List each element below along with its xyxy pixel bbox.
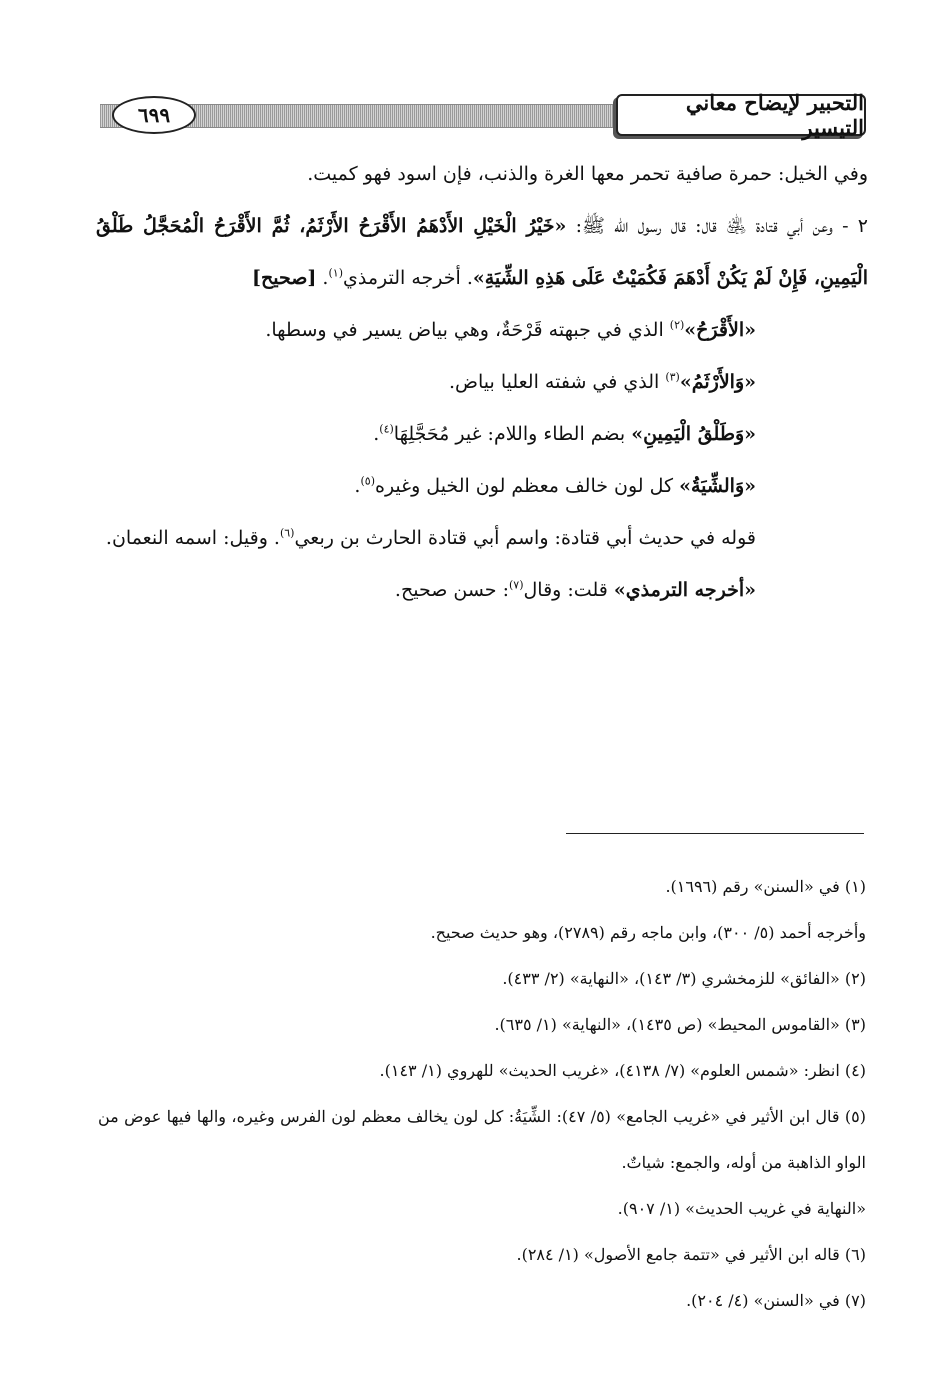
footnote-ref[interactable]: (٦) <box>279 526 295 540</box>
hadith-after: . أخرجه الترمذي <box>343 267 473 289</box>
gloss-term: «أخرجه الترمذي» <box>613 579 756 601</box>
footnote: (٢) «الفائق» للزمخشري (٣/ ١٤٣)، «النهاية» (٢/ ٤٣٣). <box>502 969 866 988</box>
footnote: (١) في «السنن» رقم (١٦٩٦). <box>665 877 866 896</box>
intro-line: وفي الخيل: حمرة صافية تحمر معها الغرة والذنب، فإن اسود فهو كميت. <box>307 163 868 185</box>
running-header <box>100 90 866 140</box>
gloss-term: «وَطَلْقُ الْيَمِينِ» <box>631 423 756 445</box>
book-title: التحبير لإيضاح معاني التيسير <box>616 94 866 136</box>
gloss-line: «أخرجه الترمذي» قلت: وقال$^{(٧)}$: حسن صحيح. <box>394 578 756 601</box>
footnote: وأخرجه أحمد (٥/ ٣٠٠)، وابن ماجه رقم (٢٧٨٩)، وهو حديث صحيح. <box>430 923 866 942</box>
footnote: (٥) قال ابن الأثير في «غريب الجامع» (٥/ ٤٧): الشِّيَةُ: كل لون يخالف معظم لون الفرس وغيره، والها فيها عوض من الواو الذاهبة من أوله، والجمع: شياتٌ. <box>98 1107 866 1172</box>
footnote-ref[interactable]: (٥) <box>360 474 375 488</box>
footnote: (٦) قاله ابن الأثير في «تتمة جامع الأصول» (١/ ٢٨٤). <box>516 1245 866 1264</box>
gloss-term: «وَالشِّيَةُ» <box>679 475 756 497</box>
footnote: (٣) «القاموس المحيط» (ص ١٤٣٥)، «النهاية» (١/ ٦٣٥). <box>494 1015 866 1034</box>
page-number: ٦٩٩ <box>112 96 196 134</box>
gloss-line: «الأَقْرَحُ»$^{(٢)}$ الذي في جبهته قَرْحَةٌ، وهي بياض يسير في وسطها. <box>265 318 756 341</box>
footnote: (٤) انظر: «شمس العلوم» (٧/ ٤١٣٨)، «غريب الحديث» للهروي (١/ ١٤٣). <box>379 1061 866 1080</box>
gloss-term: «الأَقْرَحُ» <box>684 319 756 341</box>
footnote-ref[interactable]: (٧) <box>508 578 524 592</box>
gloss-term: «وَالأَرْثَمُ» <box>679 371 756 393</box>
gloss-line: «وَالأَرْثَمُ»$^{(٣)}$ الذي في شفته العليا بياض. <box>448 370 756 393</box>
gloss-line: «وَطَلْقُ الْيَمِينِ» بضم الطاء واللام: غير مُحَجَّلِهَا$^{(٤)}$. <box>373 422 756 445</box>
footnote-separator <box>566 833 864 834</box>
hadith-text: «خَيْرُ الْخَيْلِ الأَدْهَمُ الأَقْرَحُ الأَرْثَمُ، ثُمَّ الأَقْرَحُ الْمُحَجَّلُ طَلْقُ الْيَمِينِ، فَإِنْ لَمْ يَكُنْ أَدْهَمَ فَكُمَيْتٌ عَلَى هَذِهِ الشِّيَةِ» <box>96 215 868 289</box>
hadith-prefix: ٢ - وعن أبي قتادة ﵁ قال: قال رسول الله ﷺ: <box>566 215 868 237</box>
gloss-line: «وَالشِّيَةُ» كل لون خالف معظم لون الخيل وغيره$^{(٥)}$. <box>354 474 756 497</box>
gloss-line: قوله في حديث أبي قتادة: واسم أبي قتادة الحارث بن ربعي$^{(٦)}$. وقيل: اسمه النعمان. <box>105 526 756 549</box>
hadith-paragraph: ٢ - وعن أبي قتادة ﵁ قال: قال رسول الله ﷺ: «خَيْرُ الْخَيْلِ الأَدْهَمُ الأَقْرَحُ الأَرْثَمُ، ثُمَّ الأَقْرَحُ الْمُحَجَّلُ طَلْقُ الْيَمِينِ، فَإِنْ لَمْ يَكُنْ أَدْهَمَ فَكُمَيْتٌ عَلَى هَذِهِ الشِّيَةِ». أخرجه الترمذي$^{(١)}$. [صحيح] <box>96 215 868 289</box>
hadith-grade: [صحيح] <box>252 267 317 289</box>
footnote-ref[interactable]: (٣) <box>665 370 680 384</box>
footnote: (٧) في «السنن» (٤/ ٢٠٤). <box>686 1291 866 1310</box>
footnote-ref[interactable]: (٤) <box>379 422 394 436</box>
main-text <box>96 148 868 616</box>
footnote-ref[interactable]: (١) <box>328 266 343 280</box>
footnote-ref[interactable]: (٢) <box>669 318 685 332</box>
footnote: «النهاية في غريب الحديث» (١/ ٩٠٧). <box>617 1199 866 1218</box>
footnotes <box>98 864 866 1324</box>
